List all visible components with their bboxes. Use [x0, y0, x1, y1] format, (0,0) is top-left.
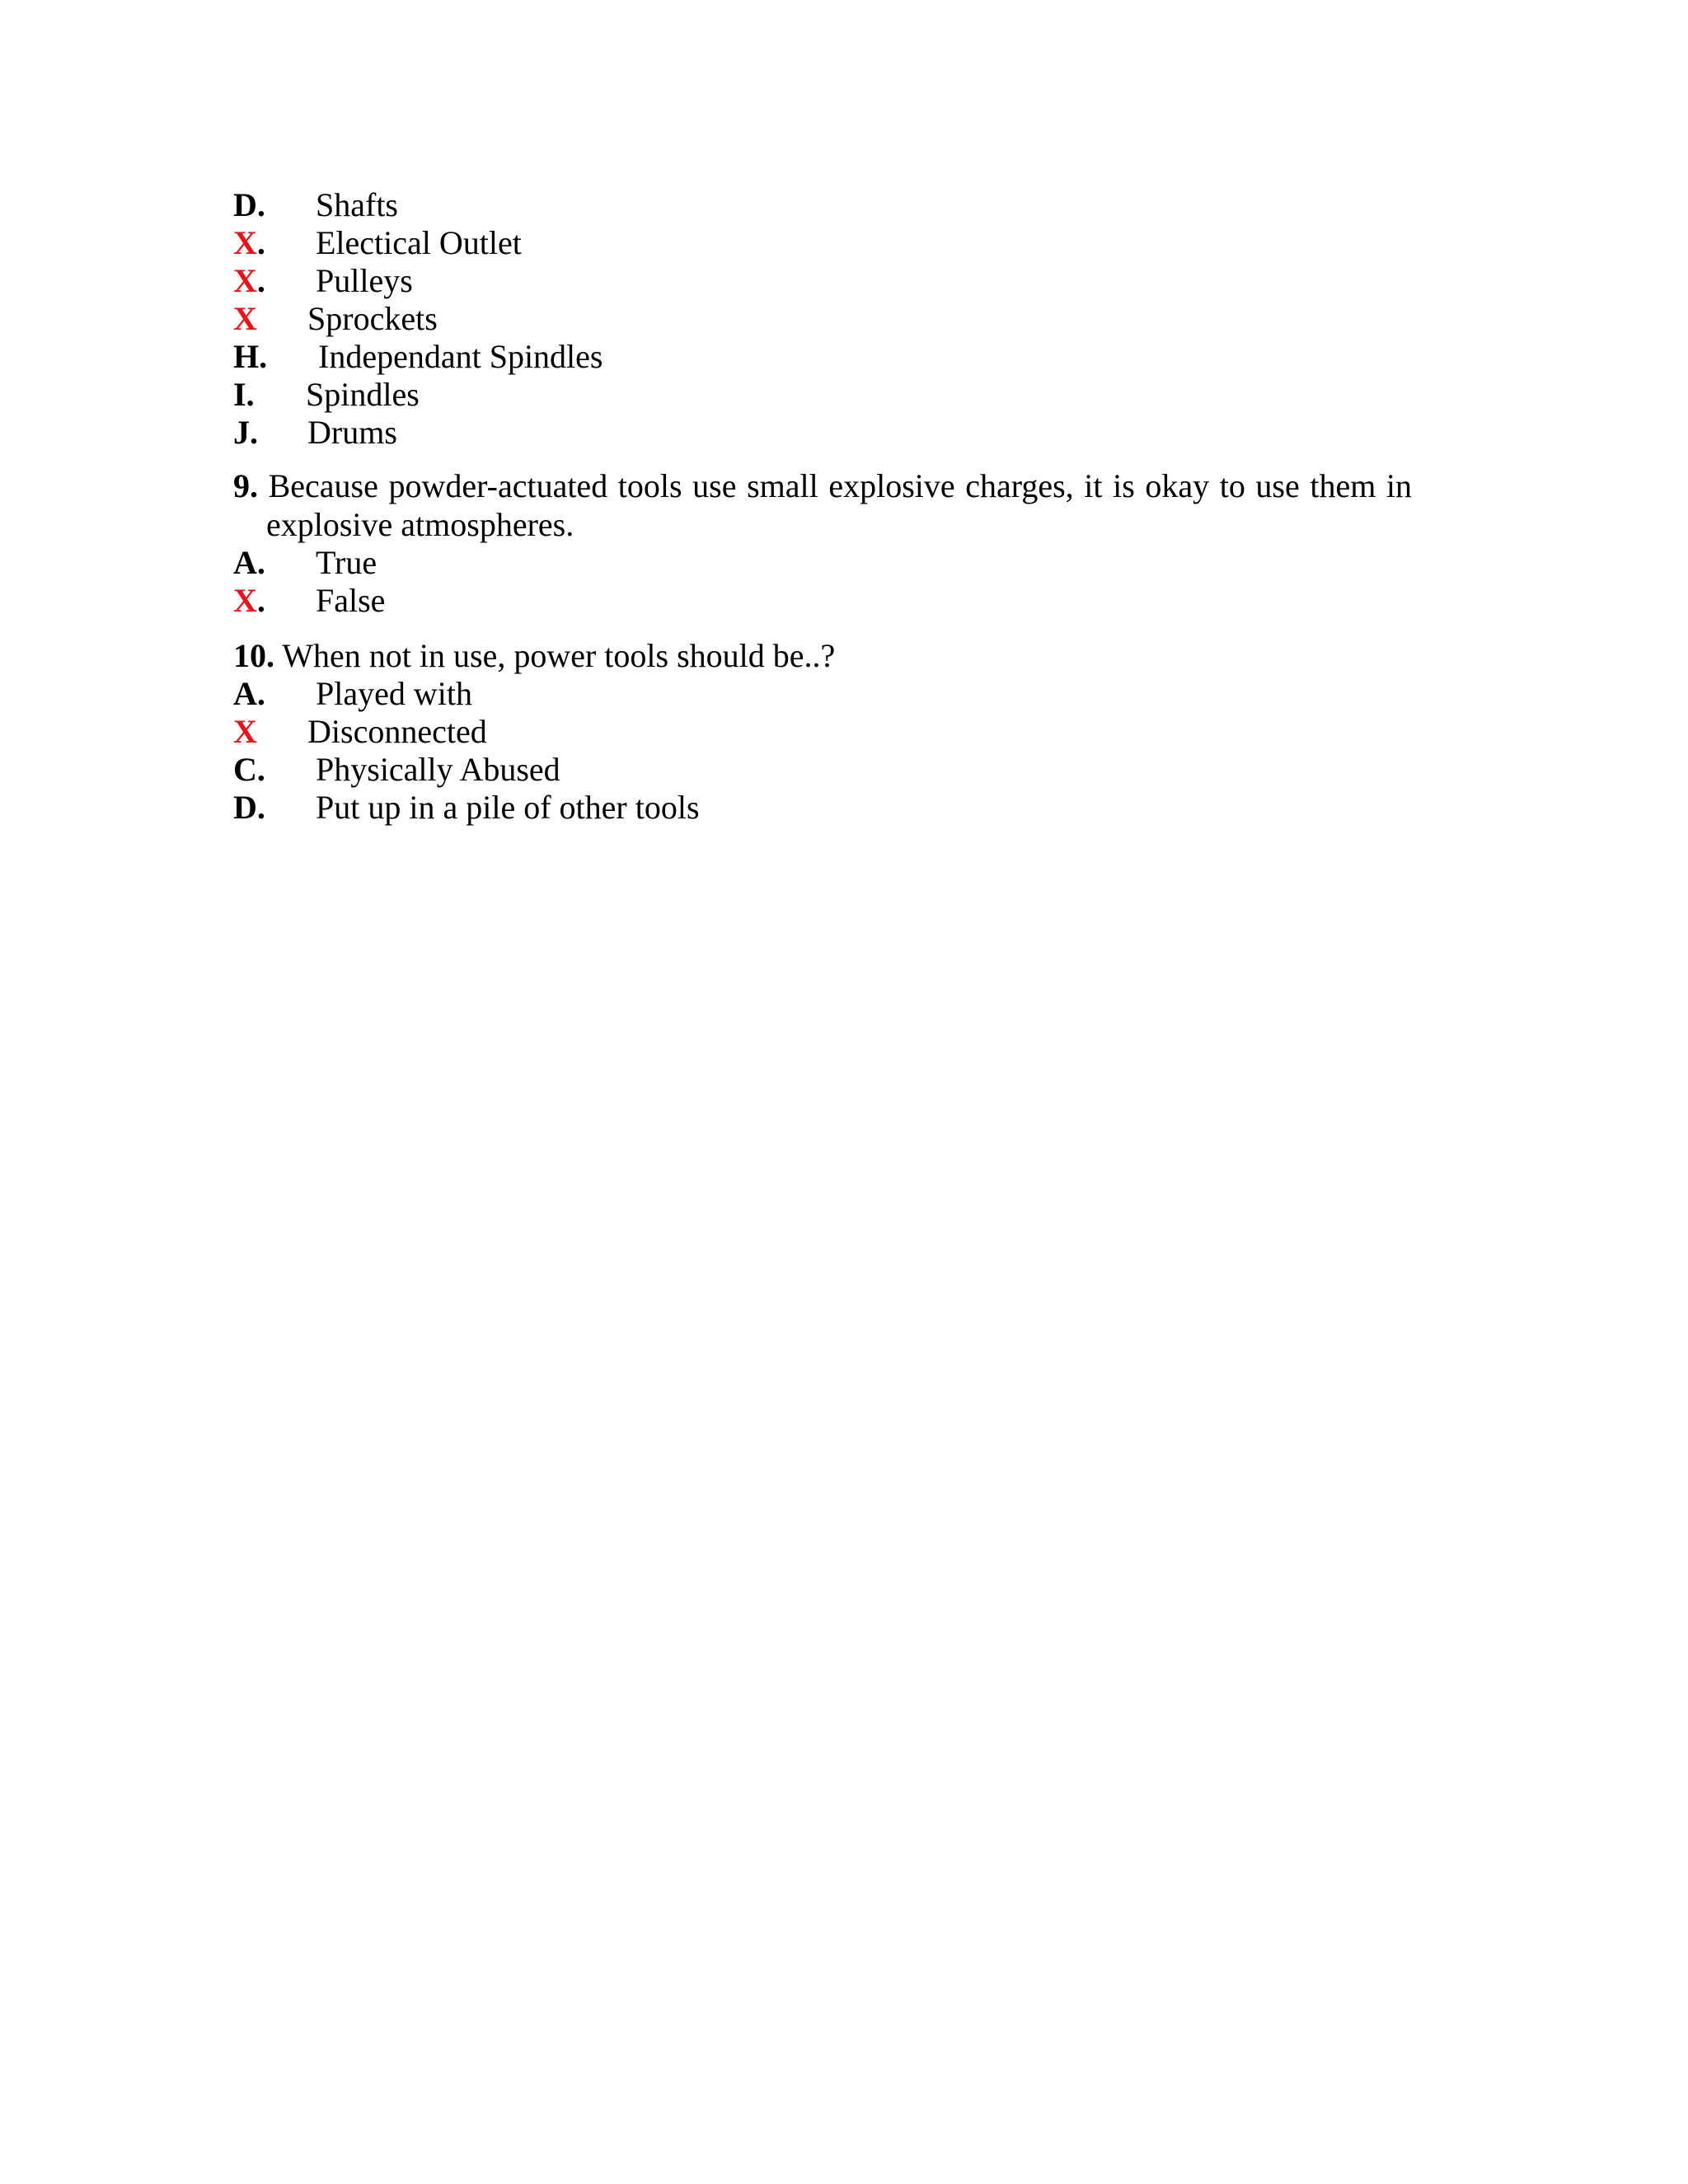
option-letter: A. [233, 544, 265, 581]
option-letter [233, 713, 257, 751]
option-text: Played with [316, 675, 472, 712]
option-row [233, 713, 1387, 751]
option-letter: J. [233, 414, 258, 451]
option-text: Electical Outlet [316, 224, 522, 261]
option-text: Physically Abused [316, 751, 560, 788]
question-text: 10. When not in use, power tools should be..? [233, 637, 836, 674]
option-text: Sprockets [307, 300, 438, 337]
wrong-mark: X [233, 582, 257, 619]
option-letter: H. [233, 338, 268, 375]
wrong-mark: X [233, 224, 257, 261]
option-row [233, 338, 1387, 376]
option-row [233, 376, 1387, 414]
option-row [233, 789, 1387, 827]
option-letter: A. [233, 675, 265, 712]
wrong-mark: X [233, 262, 257, 299]
option-row [233, 751, 1387, 789]
option-text: Put up in a pile of other tools [316, 789, 700, 826]
document-page [233, 186, 1413, 827]
option-text: False [316, 582, 386, 619]
option-text: Pulleys [316, 262, 413, 299]
option-row [233, 262, 1387, 300]
question-9 [233, 466, 1413, 620]
option-row [233, 544, 1387, 582]
question-number: 9. [233, 467, 258, 504]
option-letter: X. [233, 262, 265, 299]
option-row [233, 300, 1387, 338]
option-row [233, 414, 1387, 452]
option-text: Drums [307, 414, 397, 451]
option-letter [233, 300, 257, 338]
question-10 [233, 636, 1387, 827]
option-letter: D. [233, 186, 265, 223]
option-text: Disconnected [307, 713, 487, 750]
option-row [233, 675, 1387, 713]
option-letter: X. [233, 224, 265, 261]
option-text: Shafts [316, 186, 398, 223]
wrong-mark: X [233, 300, 257, 337]
option-text: True [316, 544, 377, 581]
option-row [233, 582, 1387, 620]
wrong-mark: X [233, 713, 257, 750]
option-letter: C. [233, 751, 265, 788]
option-row [233, 186, 1387, 224]
option-letter: D. [233, 789, 265, 826]
option-letter: I. [233, 376, 255, 413]
question-text: 9. Because powder-actuated tools use small explosive charges, it is okay to use them in explosive atmospheres. [233, 467, 1413, 543]
option-row [233, 224, 1387, 262]
question-number: 10. [233, 637, 274, 674]
option-letter: X. [233, 582, 265, 619]
option-text: Independant Spindles [318, 338, 603, 375]
previous-question-options [233, 186, 1387, 452]
option-text: Spindles [306, 376, 420, 413]
